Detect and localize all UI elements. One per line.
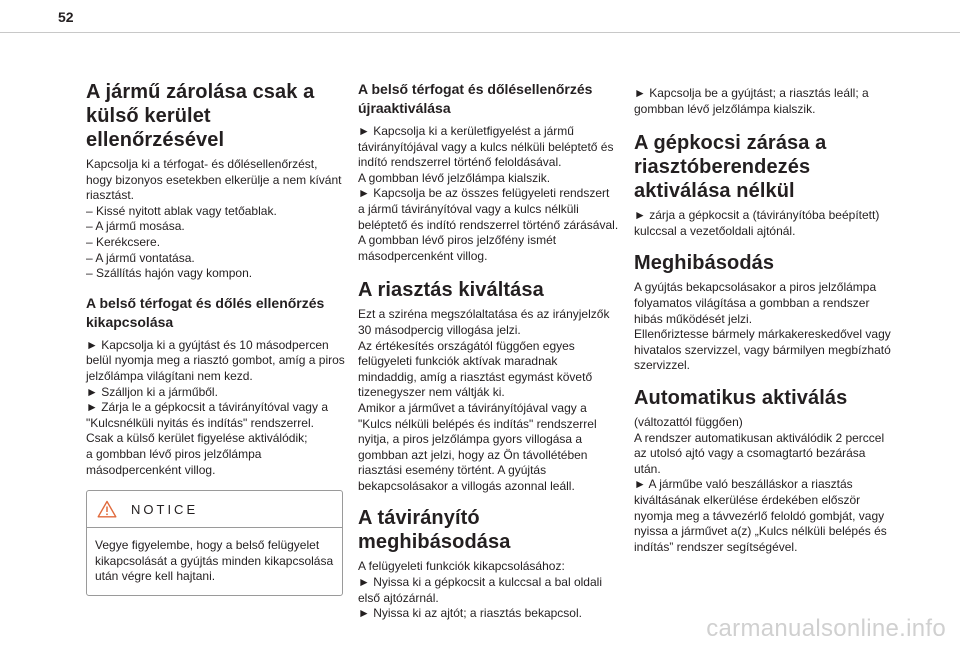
column-3 (634, 80, 896, 555)
page-number: 52 (58, 9, 74, 25)
list-item: – Kissé nyitott ablak vagy tetőablak. (86, 203, 277, 218)
ignition-text: ► Kapcsolja be a gyújtást; a riasztás leáll; a gombban lévő jelzőlámpa kialszik. (634, 86, 869, 116)
list-item: – A jármű vontatása. (86, 250, 195, 265)
automatic-activation-text: (változattól függően) A rendszer automatikusan aktiválódik 2 perccel az utolsó ajtó vagy a csomagtartó bezárása után. ► A járműbe való beszálláskor a riasztás kiváltásának elkerülése érdekében először nyomja meg a távvezérlő feloldó gombját, vagy nyissa a járművet a(z) „Kulcs nélküli belépés és indítás” rendszer segítségével. (634, 414, 887, 554)
alarm-trigger-text: Ezt a sziréna megszólaltatása és az irányjelzők 30 másodpercig villogása jelzi. Az értékesítés országától függően egyes felügyeleti funkciók aktívak maradnak mindaddig, amíg a riasztást egymást követő tizenegyszer nem váltják ki. Amikor a járművet a távirányítójával vagy a "Kulcs nélküli belépés és indítás" rendszerrel nyitja, a piros jelzőlámpa gyors villogása a gombban azt jelzi, hogy az Ön távollétében riasztási esemény történt. A gyújtás bekapcsolásakor a villogás azonnal leáll. (358, 307, 610, 493)
notice-title: NOTICE (131, 501, 199, 517)
intro-text: Kapcsolja ki a térfogat- és dőlésellenőrzést, hogy bizonyos esetekben elkerülje a nem kívánt riasztást. – Kissé nyitott ablak vagy tetőablak. – A jármű mosása. – Kerékcsere. – A jármű vontatása. – Szállítás hajón vagy kompon. (86, 157, 348, 282)
header-rule (0, 32, 960, 33)
lock-without-alarm-text: ► zárja a gépkocsit a (távirányítóba beépített) kulccsal a vezetőoldali ajtónál. (634, 208, 880, 238)
list-item: – Kerékcsere. (86, 234, 161, 249)
notice-box (86, 490, 343, 596)
remote-failure-text: A felügyeleti funkciók kikapcsolásához: ► Nyissa ki a gépkocsit a kulccsal a bal oldali első ajtózárnál. ► Nyissa ki az ajtót; a riasztás bekapcsol. (358, 559, 602, 621)
section-heading-locking-perimeter: A jármű zárolása csak a külső kerület ellenőrzésével (86, 81, 315, 151)
reactivate-text: ► Kapcsolja ki a kerületfigyelést a jármű távirányítójával vagy a kulcs nélküli beléptető és indító rendszerrel történő feloldásával. A gombban lévő jelzőlámpa kialszik. ► Kapcsolja be az összes felügyeleti rendszert a jármű távirányítóval vagy a kulcs nélküli beléptető és indító rendszerrel történő zárásával. A gombban lévő piros jelzőfény ismét másodpercenként villog. (358, 124, 619, 263)
notice-text: Vegye figyelembe, hogy a belső felügyelet kikapcsolását a gyújtás minden kikapcsolása után végre kell hajtani. (95, 538, 334, 584)
column-2 (358, 80, 620, 622)
section-heading-alarm-trigger: A riasztás kiváltása (358, 279, 544, 302)
malfunction-text: A gyújtás bekapcsolásakor a piros jelzőlámpa folyamatos világítása a gombban a rendszer hibás működését jelzi. Ellenőriztesse bármely márkakereskedővel vagy hivatalos szervizzel, vagy bármilyen megbízható szervizzel. (634, 280, 891, 373)
watermark: carmanualsonline.info (706, 615, 946, 642)
section-heading-malfunction: Meghibásodás (634, 252, 775, 275)
section-heading-lock-without-alarm: A gépkocsi zárása a riasztóberendezés aktiválása nélkül (634, 132, 827, 203)
section-heading-automatic-activation: Automatikus aktiválás (634, 386, 848, 409)
list-item: – A jármű mosása. (86, 219, 185, 234)
section-heading-remote-failure: A távirányító meghibásodása (358, 507, 511, 554)
notice-header (87, 491, 342, 528)
list-item: – Szállítás hajón vagy kompon. (86, 266, 253, 281)
subheading-reactivate-interior: A belső térfogat és dőlésellenőrzés újraaktiválása (358, 81, 593, 116)
subheading-disable-interior: A belső térfogat és dőlés ellenőrzés kikapcsolása (86, 294, 325, 330)
column-1 (86, 80, 348, 596)
warning-triangle-icon (97, 500, 117, 518)
disable-interior-text: ► Kapcsolja ki a gyújtást és 10 másodpercen belül nyomja meg a riasztó gombot, amíg a piros jelzőlámpa világítani nem kezd. ► Szálljon ki a járműből. ► Zárja le a gépkocsit a távirányítóval vagy a "Kulcsnélküli nyitás és indítás" rendszerrel. Csak a külső kerület figyelése aktiválódik; a gombban lévő piros jelzőlámpa másodpercenként villog. (86, 337, 345, 477)
